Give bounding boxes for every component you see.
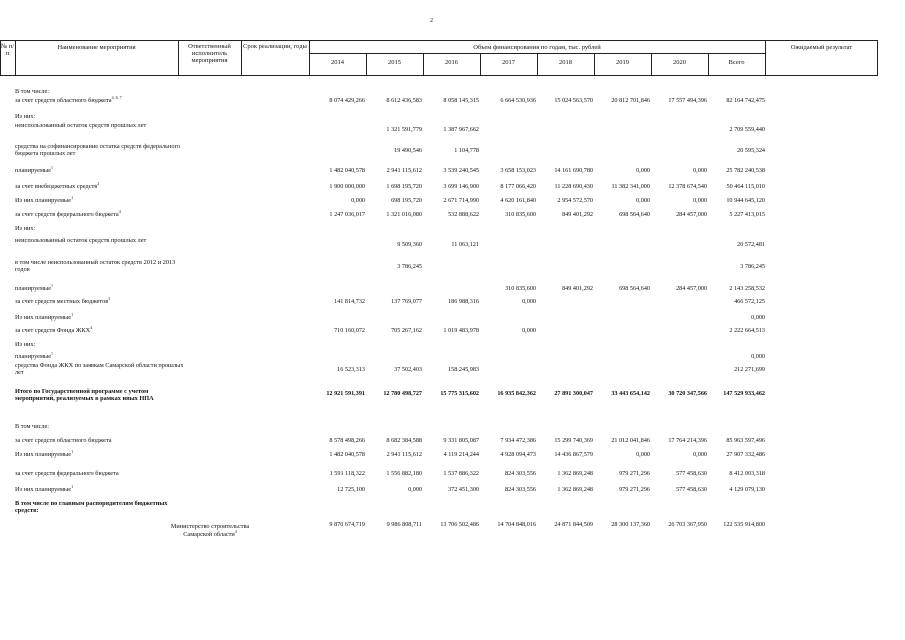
row-label <box>15 208 185 218</box>
row-label <box>15 225 185 232</box>
value-cell: 1 556 882,180 <box>386 470 422 477</box>
header-financing: Объем финансирования по годам, тыс. рублей <box>473 44 601 51</box>
value-cell: 19 490,546 <box>394 147 422 154</box>
footnote-mark: 1 <box>50 282 53 288</box>
value-cell: 8 177 066,420 <box>500 183 536 190</box>
row-label <box>15 437 185 444</box>
value-cell: 372 451,300 <box>448 486 479 493</box>
value-cell: 0,000 <box>693 451 707 458</box>
value-cell: 1 321 016,080 <box>386 211 422 218</box>
value-cell: 9 331 805,087 <box>443 437 479 444</box>
value-cell: 1 900 000,000 <box>329 183 365 190</box>
value-cell: 11 063,121 <box>451 241 479 248</box>
value-cell: 50 464 115,010 <box>726 183 765 190</box>
value-cell: 9 509,360 <box>397 241 422 248</box>
row-label <box>15 324 185 334</box>
header-year: 2016 <box>445 59 458 66</box>
row-label-text: в том числе неиспользованный остаток средств 2012 и 2013 годов <box>15 259 176 274</box>
ministry-name <box>170 523 250 539</box>
value-cell: 3 699 146,900 <box>443 183 479 190</box>
value-cell: 0,000 <box>522 298 536 305</box>
row-label-text: Из них планируемые <box>15 486 72 493</box>
value-cell: 2 222 664,513 <box>729 327 765 334</box>
footnote-mark: 4, 6, 7 <box>111 94 122 100</box>
value-cell: 4 119 214,244 <box>443 451 479 458</box>
ministry-footnote: 4 <box>234 528 237 534</box>
row-label-text: средства Фонда ЖКХ по заявкам Самарской области прошлых лет <box>15 362 184 377</box>
footnote-mark: 4 <box>90 324 93 330</box>
value-cell: 158 245,983 <box>448 366 479 373</box>
value-cell: 26 703 367,950 <box>668 521 707 528</box>
row-label <box>15 282 185 292</box>
header-year: 2018 <box>559 59 572 66</box>
value-cell: 849 401,292 <box>562 211 593 218</box>
value-cell: 16 523,313 <box>337 366 365 373</box>
header-name: Наименование мероприятия <box>57 44 136 51</box>
value-cell: 3 786,245 <box>740 263 765 270</box>
value-cell: 8 682 384,588 <box>386 437 422 444</box>
value-cell: 8 074 429,266 <box>329 97 365 104</box>
footnote-mark: 1 <box>71 311 74 317</box>
value-cell: 15 299 740,369 <box>554 437 593 444</box>
value-cell: 705 267,162 <box>391 327 422 334</box>
row-label-text: В том числе по главным распорядителям бюджетных средств: <box>15 500 168 515</box>
value-cell: 14 704 848,016 <box>497 521 536 528</box>
value-cell: 85 963 597,496 <box>726 437 765 444</box>
row-label <box>15 194 185 204</box>
footnote-mark: 1 <box>71 448 74 454</box>
value-cell: 1 387 967,662 <box>443 126 479 133</box>
value-cell: 3 658 153,023 <box>500 167 536 174</box>
value-cell: 8 412 003,318 <box>729 470 765 477</box>
header-year: Всего <box>728 59 745 66</box>
header-no: № п/п <box>0 43 15 57</box>
value-cell: 2 954 572,570 <box>557 197 593 204</box>
value-cell: 122 535 914,800 <box>723 521 765 528</box>
value-cell: 11 228 690,430 <box>554 183 593 190</box>
value-cell: 6 664 530,936 <box>500 97 536 104</box>
value-cell: 82 164 742,475 <box>726 97 765 104</box>
value-cell: 137 769,077 <box>391 298 422 305</box>
value-cell: 1 698 195,720 <box>386 183 422 190</box>
value-cell: 0,000 <box>636 167 650 174</box>
row-label-text: Из них планируемые <box>15 314 72 321</box>
value-cell: 1 321 591,779 <box>386 126 422 133</box>
row-label-text: за счет средств областного бюджета <box>15 97 112 104</box>
value-cell: 0,000 <box>751 314 765 321</box>
row-label <box>15 143 185 157</box>
row-label-text: Из них планируемые <box>15 451 72 458</box>
value-cell: 979 271,296 <box>619 486 650 493</box>
value-cell: 4 129 079,130 <box>729 486 765 493</box>
value-cell: 13 706 502,486 <box>440 521 479 528</box>
value-cell: 284 457,000 <box>676 285 707 292</box>
value-cell: 20 812 701,846 <box>611 97 650 104</box>
value-cell: 698 564,640 <box>619 285 650 292</box>
header-year: 2019 <box>616 59 629 66</box>
value-cell: 0,000 <box>636 197 650 204</box>
value-cell: 2 671 714,990 <box>443 197 479 204</box>
value-cell: 1 537 886,322 <box>443 470 479 477</box>
value-cell: 12 378 674,540 <box>668 183 707 190</box>
value-cell: 33 443 654,142 <box>611 390 650 397</box>
value-cell: 20 595,324 <box>737 147 765 154</box>
value-cell: 1 482 040,578 <box>329 167 365 174</box>
row-label-text: средства на софинансирование остатка средств федерального бюджета прошлых лет <box>15 143 181 158</box>
value-cell: 310 835,600 <box>505 285 536 292</box>
value-cell: 12 780 498,727 <box>383 390 422 397</box>
value-cell: 0,000 <box>751 353 765 360</box>
value-cell: 27 891 300,047 <box>554 390 593 397</box>
value-cell: 1 482 040,578 <box>329 451 365 458</box>
row-label <box>15 237 185 244</box>
value-cell: 1 019 483,978 <box>443 327 479 334</box>
row-label-text: неиспользованный остаток средств прошлых лет <box>15 122 147 129</box>
row-label-text: неиспользованный остаток средств прошлых лет <box>15 237 147 244</box>
value-cell: 0,000 <box>636 451 650 458</box>
row-label <box>15 295 185 305</box>
value-cell: 8 578 498,266 <box>329 437 365 444</box>
value-cell: 0,000 <box>408 486 422 493</box>
row-label <box>15 113 185 120</box>
value-cell: 698 195,720 <box>391 197 422 204</box>
footnote-mark: 1 <box>71 483 74 489</box>
header-year: 2014 <box>331 59 344 66</box>
footnote-mark: 1 <box>50 164 53 170</box>
value-cell: 212 271,699 <box>734 366 765 373</box>
row-label-text: Из них планируемые <box>15 197 72 204</box>
row-label <box>15 311 185 321</box>
value-cell: 1 362 869,248 <box>557 486 593 493</box>
value-cell: 28 300 137,360 <box>611 521 650 528</box>
value-cell: 2 143 258,532 <box>729 285 765 292</box>
value-cell: 4 620 161,840 <box>500 197 536 204</box>
row-label-text: планируемые <box>15 353 51 360</box>
value-cell: 11 382 341,000 <box>611 183 650 190</box>
row-label-text: Из них: <box>15 341 36 348</box>
value-cell: 0,000 <box>693 197 707 204</box>
footnote-mark: 1 <box>71 194 74 200</box>
row-label-text: Из них: <box>15 225 36 232</box>
value-cell: 147 529 933,462 <box>723 390 765 397</box>
value-cell: 8 612 436,583 <box>386 97 422 104</box>
header-term: Срок реализации, годы <box>243 43 307 50</box>
value-cell: 698 564,640 <box>619 211 650 218</box>
value-cell: 16 935 842,362 <box>497 390 536 397</box>
row-label-text: за счет средств областного бюджета <box>15 437 112 444</box>
row-label <box>15 470 185 477</box>
value-cell: 0,000 <box>351 197 365 204</box>
value-cell: 1 362 869,248 <box>557 470 593 477</box>
value-cell: 284 457,000 <box>676 211 707 218</box>
value-cell: 15 775 315,602 <box>440 390 479 397</box>
footnote-mark: 2 <box>97 180 100 186</box>
row-label-text: за счет средств местных бюджетов <box>15 298 109 305</box>
value-cell: 4 928 094,473 <box>500 451 536 458</box>
row-label <box>15 164 185 174</box>
value-cell: 15 024 563,570 <box>554 97 593 104</box>
row-label-text: В том числе: <box>15 423 50 430</box>
value-cell: 12 921 591,391 <box>326 390 365 397</box>
value-cell: 27 907 332,486 <box>726 451 765 458</box>
value-cell: 9 870 674,719 <box>329 521 365 528</box>
row-label <box>15 483 185 493</box>
row-label-text: Итого по Государственной программе с учетом мероприятий, реализуемых в рамках иных НПА <box>15 388 154 403</box>
value-cell: 824 303,556 <box>505 486 536 493</box>
row-label <box>15 341 185 348</box>
row-label <box>15 500 185 514</box>
row-label <box>15 180 185 190</box>
value-cell: 20 572,481 <box>737 241 765 248</box>
value-cell: 310 835,600 <box>505 211 536 218</box>
row-label <box>15 448 185 458</box>
value-cell: 21 012 041,846 <box>611 437 650 444</box>
footnote-mark: 1 <box>50 350 53 356</box>
value-cell: 2 941 115,612 <box>386 167 422 174</box>
value-cell: 14 436 867,579 <box>554 451 593 458</box>
value-cell: 141 814,732 <box>334 298 365 305</box>
row-label <box>15 122 185 129</box>
value-cell: 5 227 413,015 <box>729 211 765 218</box>
value-cell: 577 458,630 <box>676 486 707 493</box>
value-cell: 24 871 844,509 <box>554 521 593 528</box>
row-label <box>15 259 185 273</box>
row-label-text: В том числе: <box>15 88 50 95</box>
row-label-text: за счет внебюджетных средств <box>15 183 98 190</box>
header-responsible: Ответственный исполнитель мероприятия <box>188 43 231 64</box>
row-label-text: планируемые <box>15 285 51 292</box>
value-cell: 1 591 118,322 <box>329 470 365 477</box>
header-year: 2020 <box>673 59 686 66</box>
value-cell: 12 725,100 <box>337 486 365 493</box>
value-cell: 979 271,296 <box>619 470 650 477</box>
value-cell: 1 104,778 <box>454 147 479 154</box>
value-cell: 17 557 494,396 <box>668 97 707 104</box>
row-label <box>15 94 185 104</box>
header-year: 2017 <box>502 59 515 66</box>
header-year: 2015 <box>388 59 401 66</box>
value-cell: 17 764 214,396 <box>668 437 707 444</box>
row-label-text: за счет средств Фонда ЖКХ <box>15 327 91 334</box>
row-label <box>15 350 185 360</box>
value-cell: 577 458,630 <box>676 470 707 477</box>
value-cell: 824 303,556 <box>505 470 536 477</box>
ministry-text: Министерство строительства Самарской области <box>170 523 250 538</box>
value-cell: 3 539 240,545 <box>443 167 479 174</box>
value-cell: 7 934 472,386 <box>500 437 536 444</box>
row-label-text: Из них: <box>15 113 36 120</box>
value-cell: 710 160,072 <box>334 327 365 334</box>
row-label-text: за счет средств федерального бюджета <box>15 211 119 218</box>
page-number: 2 <box>430 18 433 24</box>
value-cell: 532 888,622 <box>448 211 479 218</box>
row-label <box>15 88 185 95</box>
row-label-text: за счет средств федерального бюджета <box>15 470 119 477</box>
row-label <box>15 362 185 376</box>
value-cell: 2 941 115,612 <box>386 451 422 458</box>
row-label <box>15 388 185 402</box>
value-cell: 10 944 645,120 <box>726 197 765 204</box>
value-cell: 9 986 808,711 <box>386 521 422 528</box>
value-cell: 0,000 <box>522 327 536 334</box>
value-cell: 2 709 559,440 <box>729 126 765 133</box>
row-label <box>15 423 185 430</box>
value-cell: 14 161 690,780 <box>554 167 593 174</box>
header-result: Ожидаемый результат <box>790 44 853 51</box>
value-cell: 849 401,292 <box>562 285 593 292</box>
value-cell: 0,000 <box>693 167 707 174</box>
value-cell: 37 502,403 <box>394 366 422 373</box>
value-cell: 30 720 347,566 <box>668 390 707 397</box>
value-cell: 3 786,245 <box>397 263 422 270</box>
value-cell: 466 572,125 <box>734 298 765 305</box>
value-cell: 186 988,316 <box>448 298 479 305</box>
row-label-text: планируемые <box>15 167 51 174</box>
value-cell: 8 058 145,315 <box>443 97 479 104</box>
value-cell: 1 247 036,017 <box>329 211 365 218</box>
value-cell: 25 782 240,538 <box>726 167 765 174</box>
footnote-mark: 4 <box>118 208 121 214</box>
footnote-mark: 3 <box>108 295 111 301</box>
